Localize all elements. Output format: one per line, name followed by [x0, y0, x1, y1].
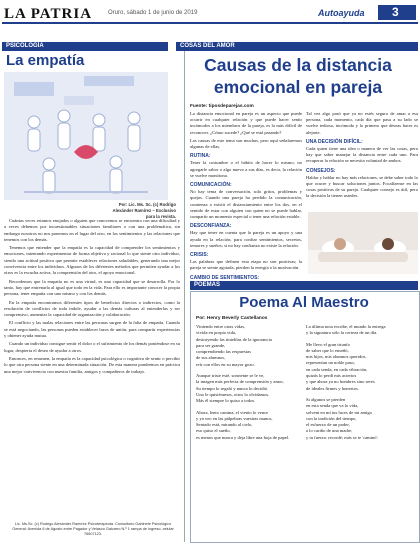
stanza: La última nota escribe, el mundo la entrega y la signatura sólo la certeza de un día.: [306, 324, 386, 336]
empathy-illustration: [4, 72, 168, 200]
poem-title: Poema Al Maestro: [239, 294, 369, 311]
author-signature: Lic. Ms.Sc. (c) Rodrigo Alexánder Ramírez Psicoterapeuta. Consultorio Gabinete Psicológico General: Avenida 6 de Agosto entre Pagador y Velasco Galvarro N.º 1 rampa de ingreso, celular 76607123.: [12, 522, 174, 537]
dateline: Oruro, sábado 1 de junio de 2019: [108, 10, 198, 16]
paragraph: La distancia emocional en pareja es un aspecto que puede ocurrir en cualquier relación y que puede hacer sentir incómodos a los miembros de la pareja, es la más difícil de reconocer. ¿Cómo sucede? ¿Qué se está pasando?: [190, 111, 302, 135]
column-divider: [184, 42, 185, 542]
author-caption: Por: Lic. Ms. Sc. (c) Rodrigo Alexánder Ramírez – Exclusivo para la revista.: [112, 202, 176, 219]
poem-section-tag: POEMAS: [190, 281, 418, 290]
left-article-body: [4, 218, 180, 377]
stanza: Me llevo el gran triunfo de saber que lo enseñó, mis hijos, mis alumnos queridos, representan un noble paso, en cada senda, en cada vibración, quizás lo perdí mis aciertos y que ahora ya no hombres sino seres de ideales firmes y honestos.: [306, 341, 375, 391]
right-article-column-1: [190, 111, 302, 282]
section-name: Autoayuda: [318, 8, 365, 18]
page-number: 3: [392, 5, 399, 19]
stanza: Aunque triste esté, sonriente se le ve, la imagen más perfecta de comprensión y amor, Su tiempo lo regaló y nunca lo decidió. Uno le quisiéramos, otros lo olvidamos. Más él siempre lo quiso a todos.: [196, 373, 284, 404]
stanza: Ahora, lento camina, el viento lo vence y ya veo en las pálpebras vuestras manos, Sentado está, mirando al cielo, eso quiso el sueño, es menos que nunca y deja libre una hoja de papel.: [196, 409, 290, 440]
paragraph: En la empatía encontramos diferentes tipos de beneficios directos o indirectos, como la resolución de conflictos de toda índole, ayudar a las demás culturas al entenderlas y ser comprensivo, aumentar la capacidad de organización y colaboración.: [4, 299, 180, 318]
right-article-title: Causas de la distancia emocional en pareja: [204, 55, 392, 97]
subheading: UNA DECISIÓN DIFÍCIL:: [306, 138, 363, 145]
poem-author: Por: Henry Beverly Castellanos: [196, 316, 268, 321]
article-source: Fuente: tiposdeparejas.com: [190, 104, 254, 109]
stanza: Si algunos se pierden en esta senda que va lo vida, solvent en mí tus luces de mi amigo con la tradición del tiempo, el esfuerzo de un poder, a lo cariño de una madre, y tu fuerza: recordé; más se te 'caminó'.: [306, 396, 379, 440]
right-article-column-2: [306, 111, 418, 202]
paragraph: Hay que tener en cuenta que la pareja es un apoyo y una ayuda en la relación, para confiar sentimientos, secretos, temores y sueños; si no hay confianza no existe la relación.: [190, 230, 302, 248]
poem-column-1: [196, 324, 300, 446]
header-rule: [2, 22, 418, 24]
paragraph: Tener la costumbre o el hábito de hacer lo mismo, no agregarle sabor o algo nuevo a sus días, es decir, la relación se vuelve monótona.: [190, 160, 302, 178]
page-header: [0, 0, 420, 30]
subheading: COMUNICACIÓN:: [190, 182, 232, 189]
paragraph: Las palabras que definen esta etapa no son positivas; la pareja se siente agotada, pierden la energía o la motivación.: [190, 259, 302, 271]
paragraph: No hay tema de conversación, solo gritos, problemas y quejas. Cuando una pareja ha perdido la comunicación, comienza a existir el distanciamiento entre los dos, en el sentido de estar con alguien con quien no se puede hablar, compartir un momento especial o tener una relación estable.: [190, 189, 302, 220]
paragraph: Cada quien tiene una idea o manera de ver las cosas, pero hay que saber manejar la distancia entre cada uno. Para recuperar la relación se necesita voluntad de ambos.: [306, 146, 418, 164]
paragraph: El conflicto y las malas relaciones entre las personas surgen de la falta de empatía. Cuando se está negociando, las personas pueden establecer lazos de unión, para compartir experiencias y obtener ayuda mutua.: [4, 320, 180, 339]
paragraph: Recordemos que la empatía no es una virtud, es una capacidad que se desarrolla. Por lo tanto, hay que entrenarla al igual que todo en la vida. Para ello es importante conocer la propia persona, tener empatía con uno mismo y con los demás.: [4, 278, 180, 297]
stanza: Viniendo entre otras vidas, vivida en propia vida, destruyendo las tinieblas de la ignorancia para ser grande, comprendiendo las respuestas de sus alumnos, reír con ellos en su mayor gozo.: [196, 324, 272, 367]
subheading: CRISIS:: [190, 252, 209, 259]
sleeping-couple-icon: [308, 212, 418, 274]
paragraph: Tenemos que entender que la empatía es la capacidad de comprender los sentimientos y emociones, intentando experimentar de forma objetiva y racional lo que siente otro individuo, siendo una actitud positiva que permite establecer relaciones saludables, generando una mejor convivencia entre los individuos. Algunos de los diferentes métodos que permiten ayudar a los otros es la escucha activa, la comprensión del otro, el apoyo emocional.: [4, 245, 180, 276]
paragraph: Tal vez algo pasó que ya no estés seguro de amar a esa persona, cada momento, cada día que pasa a su lado se vuelve tedioso, incómodo y lo primero que deseas hacer es alejarte.: [306, 111, 418, 135]
paragraph: Entonces, en resumen, la empatía es la capacidad psicológica o cognitiva de sentir o percibir lo que otra persona siente en una determinada situación. De esta manera pondremos en práctica una mejor convivencia con nuestra familia, amigos y compañeros de trabajo.: [4, 355, 180, 374]
people-illustration-icon: [4, 72, 168, 200]
paragraph: Cuántas veces estamos enojados o alguien que conocemos se encuentra con una dificultad y a veces debemos por incuestionables situaciones familiares o con una problemática, sin embargo nosotros no nos ponemos en el lugar del otro, en los sentimientos y las relaciones que tenemos con los demás.: [4, 218, 180, 242]
left-section-tag: PSICOLOGÍA: [2, 42, 168, 51]
paragraph: Hablar y hablar no hay más relaciones, se debe saber todo lo que ocurre y buscar soluciones juntos. Focalízense en las cosas positivas de su pareja. Cualquier consejo es útil, pero la decisión la tienen ustedes.: [306, 174, 418, 199]
poem-column-2: [306, 324, 414, 446]
left-article-title: La empatía: [6, 52, 85, 69]
paragraph: Las causas de este tema son muchas, pero aquí señalaremos algunas de ellas.: [190, 137, 302, 150]
newspaper-logo: LA PATRIA: [4, 6, 93, 22]
right-section-tag: COSAS DEL AMOR: [176, 42, 418, 51]
subheading: CAMBIO DE SENTIMIENTOS:: [190, 274, 260, 281]
subheading: RUTINA:: [190, 153, 211, 160]
couple-photo: [308, 212, 418, 274]
subheading: CONSEJOS:: [306, 167, 336, 174]
paragraph: Cuando un individuo consigue sentir el dolor o el sufrimiento de los demás poniéndose en su lugar, despierta el deseo de ayudar a otros.: [4, 341, 180, 353]
subheading: DESCONFIANZA:: [190, 223, 232, 230]
